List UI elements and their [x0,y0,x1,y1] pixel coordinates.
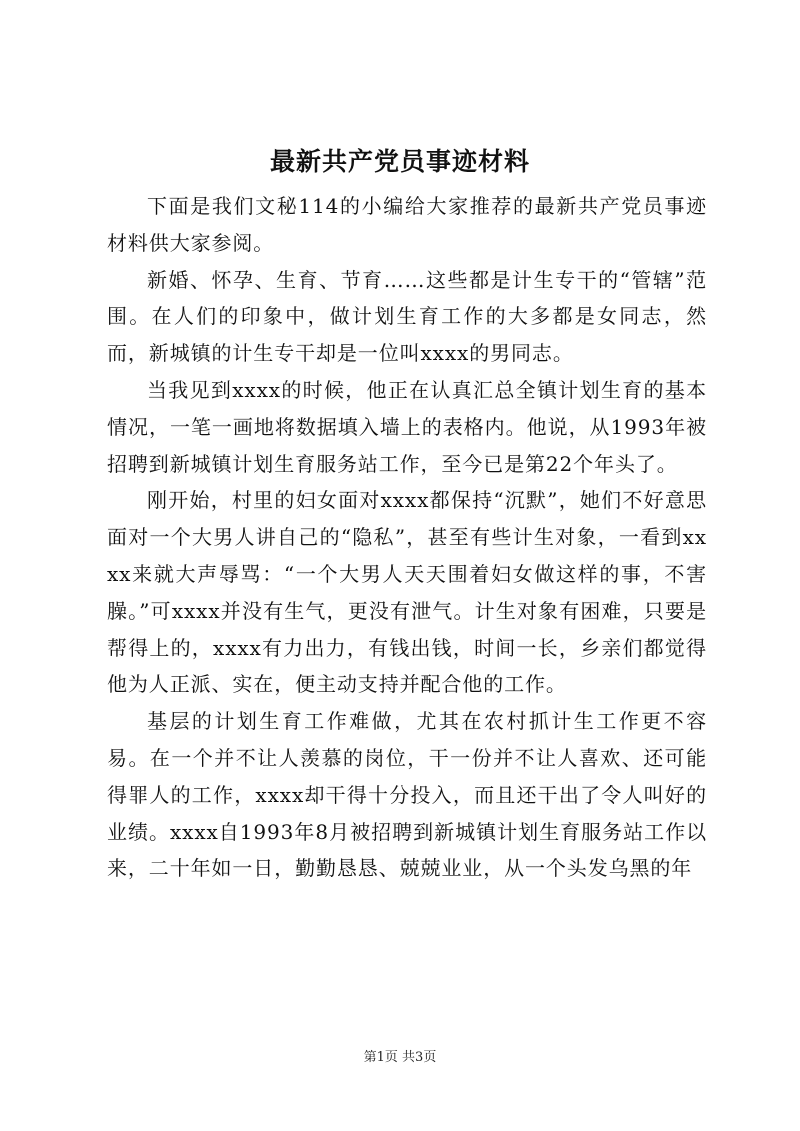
paragraph-intro: 下面是我们文秘114的小编给大家推荐的最新共产党员事迹材料供大家参阅。 [107,194,707,255]
paragraph-3: 刚开始，村里的妇女面对xxxx都保持“沉默”，她们不好意思面对一个大男人讲自己的“隐私”，甚至有些计生对象，一看到xxxx来就大声辱骂：“一个大男人天天围着妇女做这样的事，不害臊。”可xxxx并没有生气，更没有泄气。计生对象有困难，只要是帮得上的，xxxx有力出力，有钱出钱，时间一长，乡亲们都觉得他为人正派、实在，便主动支持并配合他的工作。 [107,488,707,697]
page-footer: 第1页 共3页 [363,1050,437,1065]
paragraph-4: 基层的计划生育工作难做，尤其在农村抓计生工作更不容易。在一个并不让人羡慕的岗位，干一份并不让人喜欢、还可能得罪人的工作，xxxx却干得十分投入，而且还干出了令人叫好的业绩。xxxx自1993年8月被招聘到新城镇计划生育服务站工作以来，二十年如一日，勤勤恳恳、兢兢业业，从一个头发乌黑的年 [107,709,707,881]
document-title: 最新共产党员事迹材料 [269,147,530,176]
paragraph-2: 当我见到xxxx的时候，他正在认真汇总全镇计划生育的基本情况，一笔一画地将数据填入墙上的表格内。他说，从1993年被招聘到新城镇计划生育服务站工作，至今已是第22个年头了。 [107,377,707,476]
document-body [107,188,707,887]
paragraph-1: 新婚、怀孕、生育、节育……这些都是计生专干的“管辖”范围。在人们的印象中，做计划生育工作的大多都是女同志，然而，新城镇的计生专干却是一位叫xxxx的男同志。 [107,267,707,366]
